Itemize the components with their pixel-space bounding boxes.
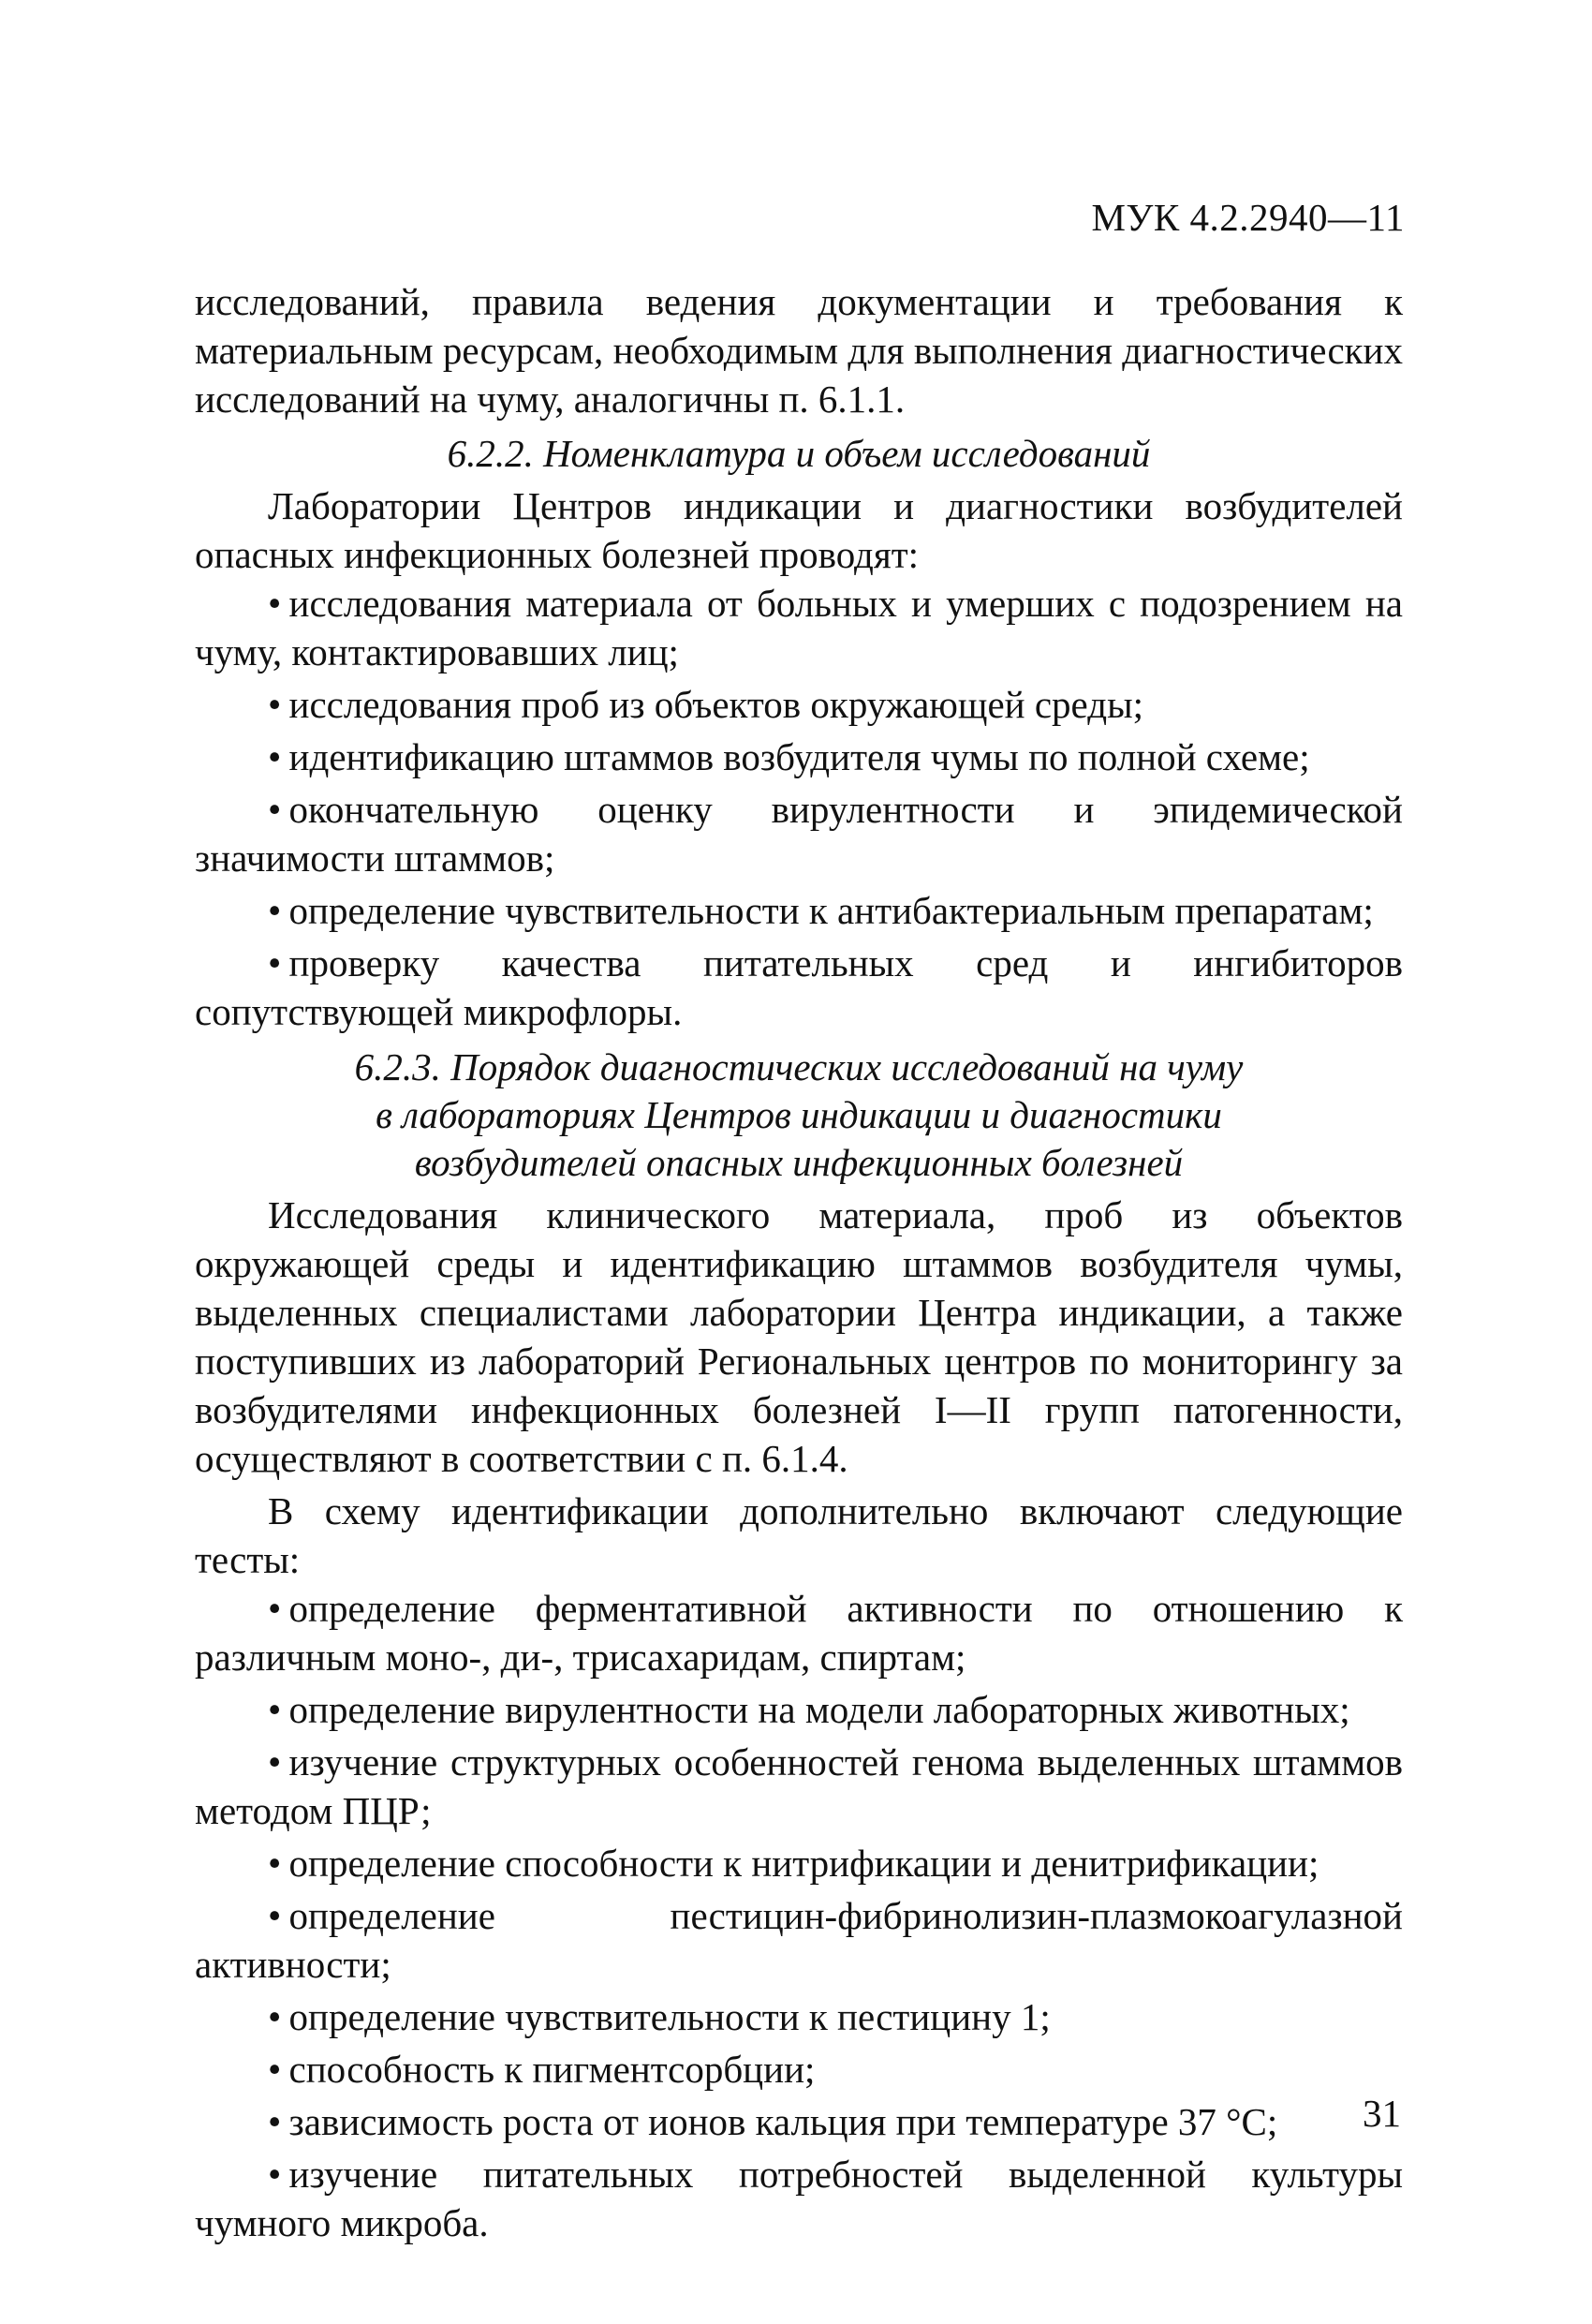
list-item-text: изучение структурных особенностей генома выделенных штаммов методом ПЦР;	[195, 1740, 1403, 1832]
list-item	[195, 2150, 1403, 2247]
bullet-icon: •	[268, 2048, 282, 2091]
document-code-header: МУК 4.2.2940—11	[1091, 196, 1405, 239]
list-item	[195, 939, 1403, 1036]
list-item-text: окончательную оценку вирулентности и эпидемической значимости штаммов;	[195, 788, 1403, 880]
bullet-icon: •	[268, 1587, 282, 1630]
list-item-text: изучение питательных потребностей выделенной культуры чумного микроба.	[195, 2153, 1403, 2244]
bullet-icon: •	[268, 582, 282, 625]
document-body	[195, 277, 1403, 2247]
list-item	[195, 733, 1403, 781]
bullet-icon: •	[268, 1842, 282, 1885]
section-6-2-2-lead: Лаборатории Центров индикации и диагностики возбудителей опасных инфекционных болезней проводят:	[195, 484, 1403, 576]
list-item	[195, 579, 1403, 676]
section-6-2-3-paragraph: Исследования клинического материала, проб из объектов окружающей среды и идентификацию штаммов возбудителя чумы, выделенных специалистами лаборатории Центра индикации, а также поступивших из лабораторий Региональных центров по мониторингу за возбудителями инфекционных болезней I—II групп патогенности, осуществляют в соответствии с п. 6.1.4.	[195, 1193, 1403, 1480]
list-item-text: определение вирулентности на модели лабораторных животных;	[288, 1688, 1350, 1731]
bullet-icon: •	[268, 2100, 282, 2143]
list-item	[195, 1992, 1403, 2041]
section-heading-6-2-3	[195, 1044, 1403, 1187]
intro-paragraph: исследований, правила ведения документации и требования к материальным ресурсам, необходимым для выполнения диагностических исследований на чуму, аналогичны п. 6.1.1.	[195, 280, 1403, 421]
list-item-text: определение пестицин-фибринолизин-плазмокоагулазной активности;	[195, 1894, 1403, 1986]
list-item-text: идентификацию штаммов возбудителя чумы по полной схеме;	[288, 735, 1310, 778]
section-6-2-3-lead: В схему идентификации дополнительно включают следующие тесты:	[195, 1489, 1403, 1581]
list-item-text: способность к пигментсорбции;	[288, 2048, 816, 2091]
list-item	[195, 2045, 1403, 2094]
bullet-icon: •	[268, 889, 282, 932]
section-heading-line: 6.2.3. Порядок диагностических исследований на чуму	[354, 1045, 1244, 1088]
bullet-icon: •	[268, 788, 282, 831]
list-item	[195, 1584, 1403, 1681]
bullet-icon: •	[268, 1995, 282, 2038]
list-item	[195, 2097, 1403, 2146]
section-6-2-3-list	[195, 1584, 1403, 2247]
list-item-text: определение чувствительности к пестицину 1;	[288, 1995, 1051, 2038]
list-item	[195, 1685, 1403, 1734]
bullet-icon: •	[268, 1894, 282, 1937]
list-item-text: определение ферментативной активности по отношению к различным моно-, ди-, трисахаридам, спиртам;	[195, 1587, 1403, 1679]
list-item	[195, 1839, 1403, 1887]
section-heading-line: в лабораториях Центров индикации и диагностики	[376, 1093, 1222, 1136]
list-item	[195, 1738, 1403, 1835]
bullet-icon: •	[268, 735, 282, 778]
bullet-icon: •	[268, 683, 282, 726]
list-item-text: проверку качества питательных сред и ингибиторов сопутствующей микрофлоры.	[195, 941, 1403, 1033]
bullet-icon: •	[268, 941, 282, 984]
page-number: 31	[1363, 2092, 1401, 2135]
bullet-icon: •	[268, 1688, 282, 1731]
list-item	[195, 1891, 1403, 1989]
list-item-text: определение чувствительности к антибактериальным препаратам;	[288, 889, 1374, 932]
list-item-text: определение способности к нитрификации и денитрификации;	[288, 1842, 1319, 1885]
bullet-icon: •	[268, 1740, 282, 1784]
list-item	[195, 785, 1403, 882]
bullet-icon: •	[268, 2153, 282, 2196]
list-item	[195, 680, 1403, 729]
list-item-text: зависимость роста от ионов кальция при температуре 37 °С;	[288, 2100, 1278, 2143]
section-heading-line: возбудителей опасных инфекционных болезней	[414, 1141, 1184, 1184]
list-item	[195, 886, 1403, 935]
section-heading-6-2-2: 6.2.2. Номенклатура и объем исследований	[447, 432, 1151, 475]
section-6-2-2-list	[195, 579, 1403, 1036]
list-item-text: исследования материала от больных и умерших с подозрением на чуму, контактировавших лиц;	[195, 582, 1403, 674]
list-item-text: исследования проб из объектов окружающей среды;	[288, 683, 1144, 726]
